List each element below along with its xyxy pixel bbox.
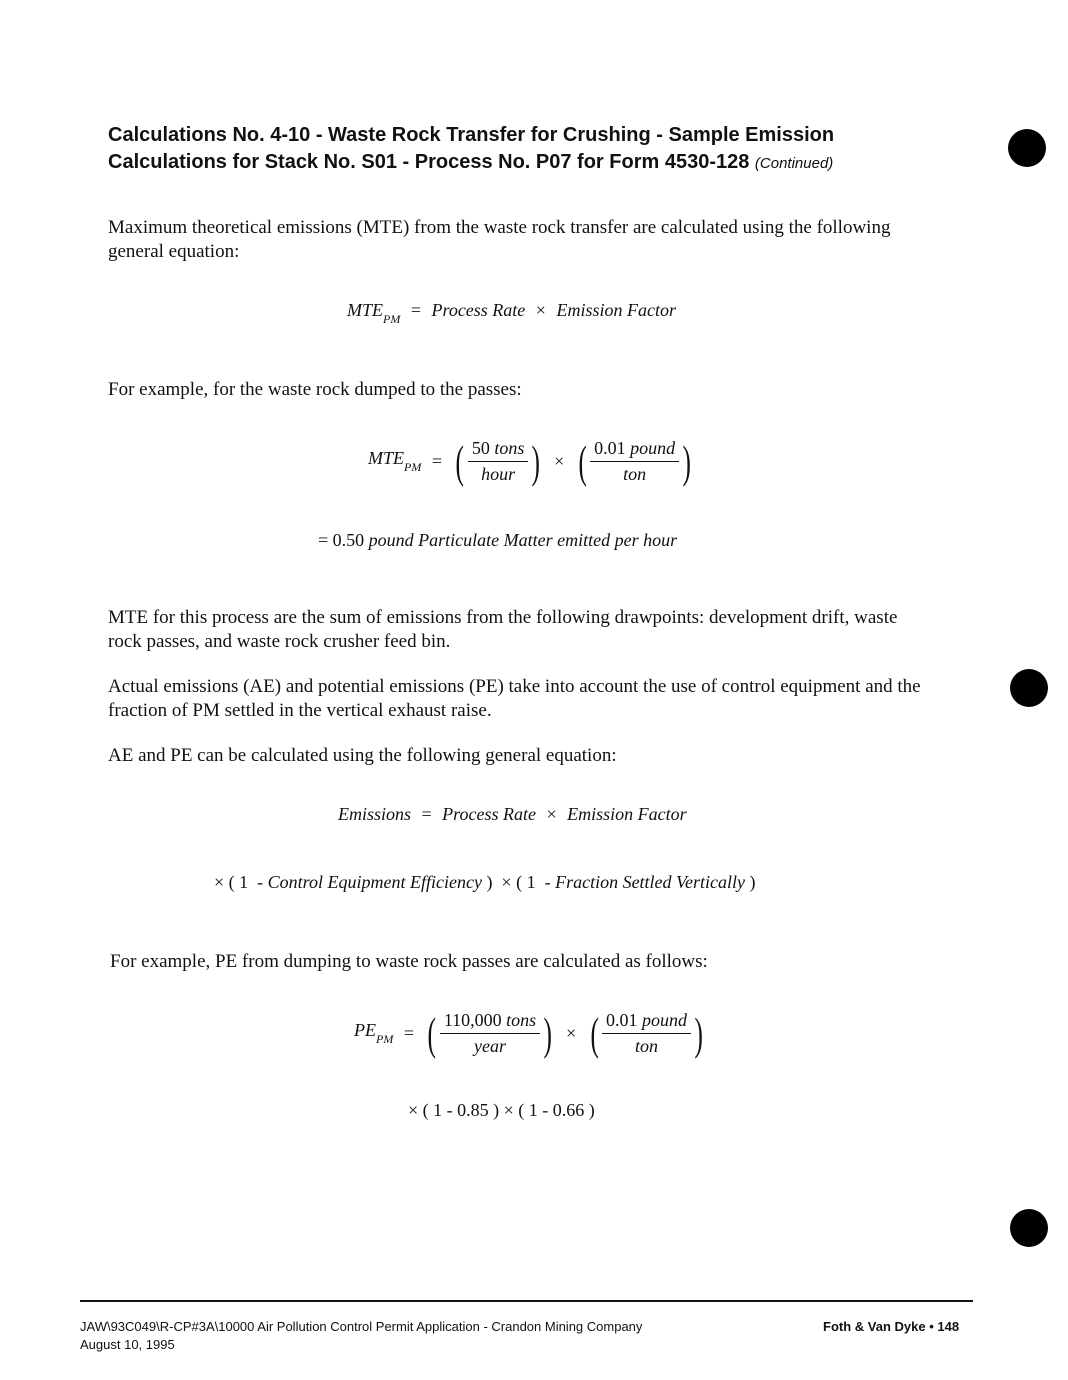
punch-hole-bottom [1010, 1209, 1048, 1247]
paragraph-mte-intro: Maximum theoretical emissions (MTE) from the waste rock transfer are calculated using the following general equation: [108, 217, 891, 262]
eq4-lhs: PE [354, 1020, 376, 1040]
eq2-f1-numerator [468, 438, 529, 462]
eq1-emission-factor: Emission Factor [556, 300, 676, 320]
footer-date: August 10, 1995 [80, 1337, 175, 1352]
eq2-result-text: pound Particulate Matter emitted per hour [368, 530, 678, 550]
eq2-equals: = [431, 451, 442, 471]
eq3-emission-factor: Emission Factor [567, 804, 687, 824]
eq3-equals: = [421, 804, 432, 824]
equation-emissions-general [338, 804, 687, 825]
eq3-line2-open-1: × ( 1 - [214, 872, 268, 892]
eq3-line2-close-2: ) [745, 872, 756, 892]
eq4-times: × [566, 1023, 577, 1043]
punch-hole-middle [1010, 669, 1048, 707]
eq4-paren-close-2: ) [694, 1007, 703, 1059]
title-line-2-text: Calculations for Stack No. S01 - Process No. P07 for Form 4530-128 [108, 151, 750, 173]
footer-left [80, 1318, 642, 1354]
eq2-fraction-1 [468, 438, 529, 485]
eq4-subscript: PM [376, 1032, 394, 1046]
document-title [108, 122, 908, 177]
paragraph-example-mte: For example, for the waste rock dumped to the passes: [108, 379, 522, 400]
eq4-paren-open-2: ( [590, 1007, 599, 1059]
footer-page-number: Foth & Van Dyke • 148 [823, 1319, 960, 1334]
eq4-f2-denominator: ton [634, 1036, 658, 1056]
eq4-f2-num-unit: pound [641, 1010, 687, 1030]
eq2-fraction-2 [590, 438, 679, 485]
eq4-f2-num-value: 0.01 [605, 1010, 638, 1030]
title-line-1: Calculations No. 4-10 - Waste Rock Transfer for Crushing - Sample Emission [108, 124, 835, 146]
eq3-lhs: Emissions [338, 804, 412, 824]
equation-pe-factors: × ( 1 - 0.85 ) × ( 1 - 0.66 ) [408, 1100, 595, 1120]
eq2-paren-open-1: ( [455, 435, 465, 487]
eq2-subscript: PM [404, 460, 422, 474]
eq2-paren-close-1: ) [531, 435, 541, 487]
eq3-times: × [546, 804, 557, 824]
eq3-line2-close-1: ) × ( 1 - [481, 872, 556, 892]
eq4-paren-open-1: ( [427, 1007, 437, 1059]
footer-file-path: JAW\93C049\R-CP#3A\10000 Air Pollution Control Permit Application - Crandon Mining Company [80, 1319, 643, 1334]
eq3-fraction-settled: Fraction Settled Vertically [555, 872, 746, 892]
eq1-equals: = [410, 300, 421, 320]
eq4-f1-numerator [440, 1010, 540, 1034]
eq4-fraction-1 [440, 1010, 540, 1057]
equation-mte-example [368, 435, 694, 487]
eq4-f2-numerator [602, 1010, 691, 1034]
eq2-f2-numerator [590, 438, 679, 462]
eq2-f2-num-unit: pound [630, 438, 676, 458]
punch-hole-top [1008, 129, 1046, 167]
footer-rule [80, 1300, 973, 1302]
paragraph-ae-pe: Actual emissions (AE) and potential emissions (PE) take into account the use of control equipment and the fraction of PM settled in the vertical exhaust raise. [108, 676, 921, 721]
title-line-2 [108, 149, 908, 177]
eq4-equals: = [403, 1023, 414, 1043]
eq4-paren-close-1: ) [543, 1007, 553, 1059]
eq1-subscript: PM [383, 312, 401, 326]
eq2-times: × [554, 451, 565, 471]
eq3-control-efficiency: Control Equipment Efficiency [267, 872, 482, 892]
eq3-process-rate: Process Rate [442, 804, 536, 824]
eq2-f1-denominator: hour [481, 464, 516, 484]
equation-mte-result [318, 530, 677, 551]
eq4-f1-num-unit: tons [506, 1010, 537, 1030]
eq2-f1-num-value: 50 [471, 438, 490, 458]
eq2-paren-close-2: ) [682, 435, 692, 487]
paragraph-ae-pe-equation-intro: AE and PE can be calculated using the following general equation: [108, 745, 617, 766]
equation-emissions-factors [214, 872, 756, 893]
eq2-paren-open-2: ( [578, 435, 587, 487]
equation-mte-general [347, 300, 676, 327]
paragraph-mte-sum: MTE for this process are the sum of emissions from the following drawpoints: development drift, waste rock passes, and waste rock crusher feed bin. [108, 607, 898, 652]
eq1-times: × [535, 300, 546, 320]
eq2-f2-num-value: 0.01 [594, 438, 626, 458]
eq2-result-value: = 0.50 [318, 530, 365, 550]
eq1-lhs: MTE [347, 300, 383, 320]
eq4-f1-num-value: 110,000 [443, 1010, 502, 1030]
paragraph-pe-example: For example, PE from dumping to waste rock passes are calculated as follows: [110, 951, 708, 972]
equation-pe-example [354, 1007, 706, 1059]
eq1-process-rate: Process Rate [431, 300, 526, 320]
eq2-lhs: MTE [368, 448, 404, 468]
continued-label: (Continued) [754, 155, 834, 172]
eq2-f1-num-unit: tons [494, 438, 525, 458]
eq4-f1-denominator: year [474, 1036, 506, 1056]
eq4-fraction-2 [602, 1010, 691, 1057]
eq2-f2-denominator: ton [623, 464, 647, 484]
